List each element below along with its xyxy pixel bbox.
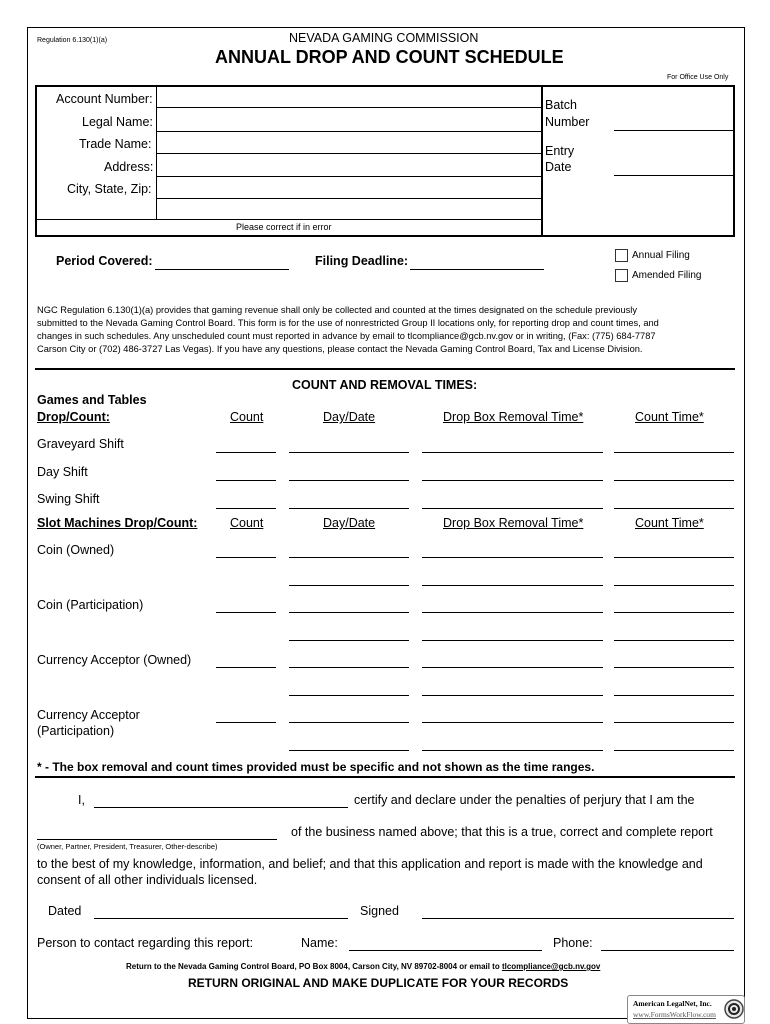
currency-part-count-field[interactable] bbox=[216, 722, 276, 723]
cert-line-3: to the best of my knowledge, information, and belief; and that this application and report is made with the knowledge and bbox=[37, 857, 703, 871]
currency-owned-daydate-field-1[interactable] bbox=[289, 667, 409, 668]
regulation-ref: Regulation 6.130(1)(a) bbox=[37, 37, 108, 44]
col-counttime-header: Count Time* bbox=[635, 410, 704, 424]
address-label: Address: bbox=[104, 160, 154, 174]
slot-col-count-header: Count bbox=[230, 516, 264, 530]
amended-filing-label: Amended Filing bbox=[632, 270, 702, 281]
role-hint: (Owner, Partner, President, Treasurer, Other-describe) bbox=[37, 842, 218, 851]
graveyard-count-field[interactable] bbox=[216, 452, 276, 453]
graveyard-daydate-field[interactable] bbox=[289, 452, 409, 453]
coin-owned-daydate-field-2[interactable] bbox=[289, 585, 409, 586]
coin-owned-counttime-field-2[interactable] bbox=[614, 585, 734, 586]
coin-part-daydate-field-2[interactable] bbox=[289, 640, 409, 641]
games-tables-label: Games and Tables bbox=[37, 393, 147, 407]
currency-part-counttime-field-1[interactable] bbox=[614, 722, 734, 723]
col-dropbox-header: Drop Box Removal Time* bbox=[443, 410, 584, 424]
coin-part-daydate-field-1[interactable] bbox=[289, 612, 409, 613]
coin-owned-count-field[interactable] bbox=[216, 557, 276, 558]
graveyard-dropbox-field[interactable] bbox=[422, 452, 603, 453]
count-removal-heading: COUNT AND REMOVAL TIMES: bbox=[292, 378, 478, 392]
coin-part-count-field[interactable] bbox=[216, 612, 276, 613]
cert-i: I, bbox=[78, 793, 85, 807]
currency-part-counttime-field-2[interactable] bbox=[614, 750, 734, 751]
swing-count-field[interactable] bbox=[216, 508, 276, 509]
intro-line-1: NGC Regulation 6.130(1)(a) provides that gaming revenue shall only be collected and counted at the times designated on the schedule previously bbox=[37, 305, 638, 315]
cert-certify-text: certify and declare under the penalties of perjury that I am the bbox=[354, 793, 695, 807]
account-number-field[interactable] bbox=[156, 107, 541, 108]
office-use-label: For Office Use Only bbox=[667, 74, 729, 81]
swing-counttime-field[interactable] bbox=[614, 508, 734, 509]
col-daydate-header: Day/Date bbox=[323, 410, 376, 424]
return-address: Return to the Nevada Gaming Control Board, PO Box 8004, Carson City, NV 89702-8004 or email to bbox=[126, 962, 502, 971]
currency-participation-label-2: (Participation) bbox=[37, 724, 115, 738]
annual-filing-label: Annual Filing bbox=[632, 250, 690, 261]
signed-label: Signed bbox=[360, 904, 399, 918]
trade-name-field[interactable] bbox=[156, 153, 541, 154]
currency-owned-count-field[interactable] bbox=[216, 667, 276, 668]
period-covered-label: Period Covered: bbox=[56, 254, 153, 268]
day-counttime-field[interactable] bbox=[614, 480, 734, 481]
contact-name-label: Name: bbox=[301, 936, 338, 950]
contact-label: Person to contact regarding this report: bbox=[37, 936, 254, 950]
intro-line-3: changes in such schedules. Any unscheduled count must reported in advance by email to tlcompliance@gcb.nv.gov or in writing, (Fax: (775) 684-7787 bbox=[37, 331, 656, 341]
day-dropbox-field[interactable] bbox=[422, 480, 603, 481]
certifier-name-field[interactable] bbox=[94, 807, 348, 808]
section-divider bbox=[35, 368, 735, 370]
currency-owned-counttime-field-2[interactable] bbox=[614, 695, 734, 696]
batch-number-label: Number bbox=[545, 115, 590, 129]
coin-part-dropbox-field-1[interactable] bbox=[422, 612, 603, 613]
graveyard-counttime-field[interactable] bbox=[614, 452, 734, 453]
page-title: ANNUAL DROP AND COUNT SCHEDULE bbox=[215, 47, 564, 67]
annual-filing-checkbox[interactable] bbox=[615, 249, 628, 262]
coin-owned-label: Coin (Owned) bbox=[37, 543, 115, 557]
legalnet-website-link[interactable]: www.FormsWorkFlow.com bbox=[633, 1010, 717, 1019]
batch-label: Batch bbox=[545, 98, 577, 112]
entry-date-label: Date bbox=[545, 160, 572, 174]
currency-owned-dropbox-field-2[interactable] bbox=[422, 695, 603, 696]
return-instructions bbox=[126, 962, 600, 971]
currency-owned-dropbox-field-1[interactable] bbox=[422, 667, 603, 668]
account-number-label: Account Number: bbox=[56, 92, 153, 106]
agency-name: NEVADA GAMING COMMISSION bbox=[289, 31, 479, 45]
slot-col-dropbox-header: Drop Box Removal Time* bbox=[443, 516, 584, 530]
currency-owned-counttime-field-1[interactable] bbox=[614, 667, 734, 668]
city-state-zip-label: City, State, Zip: bbox=[67, 182, 152, 196]
entry-label: Entry bbox=[545, 144, 575, 158]
certifier-role-field[interactable] bbox=[37, 839, 277, 840]
contact-name-field[interactable] bbox=[349, 950, 542, 951]
currency-part-dropbox-field-2[interactable] bbox=[422, 750, 603, 751]
day-shift-label: Day Shift bbox=[37, 465, 88, 479]
slot-col-daydate-header: Day/Date bbox=[323, 516, 376, 530]
records-notice: RETURN ORIGINAL AND MAKE DUPLICATE FOR YOUR RECORDS bbox=[188, 976, 569, 990]
currency-owned-label: Currency Acceptor (Owned) bbox=[37, 653, 192, 667]
legal-name-label: Legal Name: bbox=[82, 115, 153, 129]
currency-owned-daydate-field-2[interactable] bbox=[289, 695, 409, 696]
dated-label: Dated bbox=[48, 904, 82, 918]
coin-owned-daydate-field-1[interactable] bbox=[289, 557, 409, 558]
coin-owned-dropbox-field-1[interactable] bbox=[422, 557, 603, 558]
return-email-link[interactable]: tlcompliance@gcb.nv.gov bbox=[501, 962, 601, 971]
cert-of-business-text: of the business named above; that this is a true, correct and complete report bbox=[291, 825, 713, 839]
coin-part-dropbox-field-2[interactable] bbox=[422, 640, 603, 641]
cert-line-4: consent of all other individuals licensed. bbox=[37, 873, 258, 887]
currency-participation-label-1: Currency Acceptor bbox=[37, 708, 140, 722]
footnote-divider bbox=[35, 776, 735, 778]
period-covered-field[interactable] bbox=[155, 269, 289, 270]
coin-owned-counttime-field-1[interactable] bbox=[614, 557, 734, 558]
graveyard-shift-label: Graveyard Shift bbox=[37, 437, 124, 451]
col-count-header: Count bbox=[230, 410, 264, 424]
currency-part-daydate-field-1[interactable] bbox=[289, 722, 409, 723]
amended-filing-checkbox[interactable] bbox=[615, 269, 628, 282]
dated-field[interactable] bbox=[94, 918, 348, 919]
time-footnote: * - The box removal and count times provided must be specific and not shown as the time ranges. bbox=[37, 760, 595, 774]
address-extra-field[interactable] bbox=[37, 219, 541, 220]
account-box-divider bbox=[541, 85, 543, 237]
slot-machines-heading: Slot Machines Drop/Count: bbox=[37, 516, 198, 530]
contact-phone-label: Phone: bbox=[553, 936, 593, 950]
intro-line-2: submitted to the Nevada Gaming Control Board. This form is for the use of nonrestricted Group II locations only, for reporting drop and count times, and bbox=[37, 318, 659, 328]
batch-number-field[interactable] bbox=[614, 130, 733, 131]
legal-name-field[interactable] bbox=[156, 131, 541, 132]
signed-field[interactable] bbox=[422, 918, 734, 919]
swing-dropbox-field[interactable] bbox=[422, 508, 603, 509]
coin-part-counttime-field-2[interactable] bbox=[614, 640, 734, 641]
legalnet-name: American LegalNet, Inc. bbox=[633, 999, 712, 1008]
currency-part-dropbox-field-1[interactable] bbox=[422, 722, 603, 723]
day-daydate-field[interactable] bbox=[289, 480, 409, 481]
legalnet-logo-icon bbox=[724, 999, 744, 1019]
slot-col-counttime-header: Count Time* bbox=[635, 516, 704, 530]
city-state-zip-field[interactable] bbox=[156, 198, 541, 199]
drop-count-label: Drop/Count: bbox=[37, 410, 110, 424]
address-field[interactable] bbox=[156, 176, 541, 177]
legalnet-badge bbox=[627, 995, 745, 1024]
entry-date-field[interactable] bbox=[614, 175, 733, 176]
swing-daydate-field[interactable] bbox=[289, 508, 409, 509]
coin-participation-label: Coin (Participation) bbox=[37, 598, 144, 612]
coin-owned-dropbox-field-2[interactable] bbox=[422, 585, 603, 586]
day-count-field[interactable] bbox=[216, 480, 276, 481]
contact-phone-field[interactable] bbox=[601, 950, 734, 951]
filing-deadline-label: Filing Deadline: bbox=[315, 254, 409, 268]
filing-deadline-field[interactable] bbox=[410, 269, 544, 270]
trade-name-label: Trade Name: bbox=[79, 137, 152, 151]
swing-shift-label: Swing Shift bbox=[37, 492, 100, 506]
correct-note: Please correct if in error bbox=[236, 222, 332, 232]
currency-part-daydate-field-2[interactable] bbox=[289, 750, 409, 751]
intro-line-4: Carson City or (702) 486-3727 Las Vegas). If you have any questions, please contact the Nevada Gaming Control Board, Tax and License Division. bbox=[37, 344, 643, 354]
coin-part-counttime-field-1[interactable] bbox=[614, 612, 734, 613]
